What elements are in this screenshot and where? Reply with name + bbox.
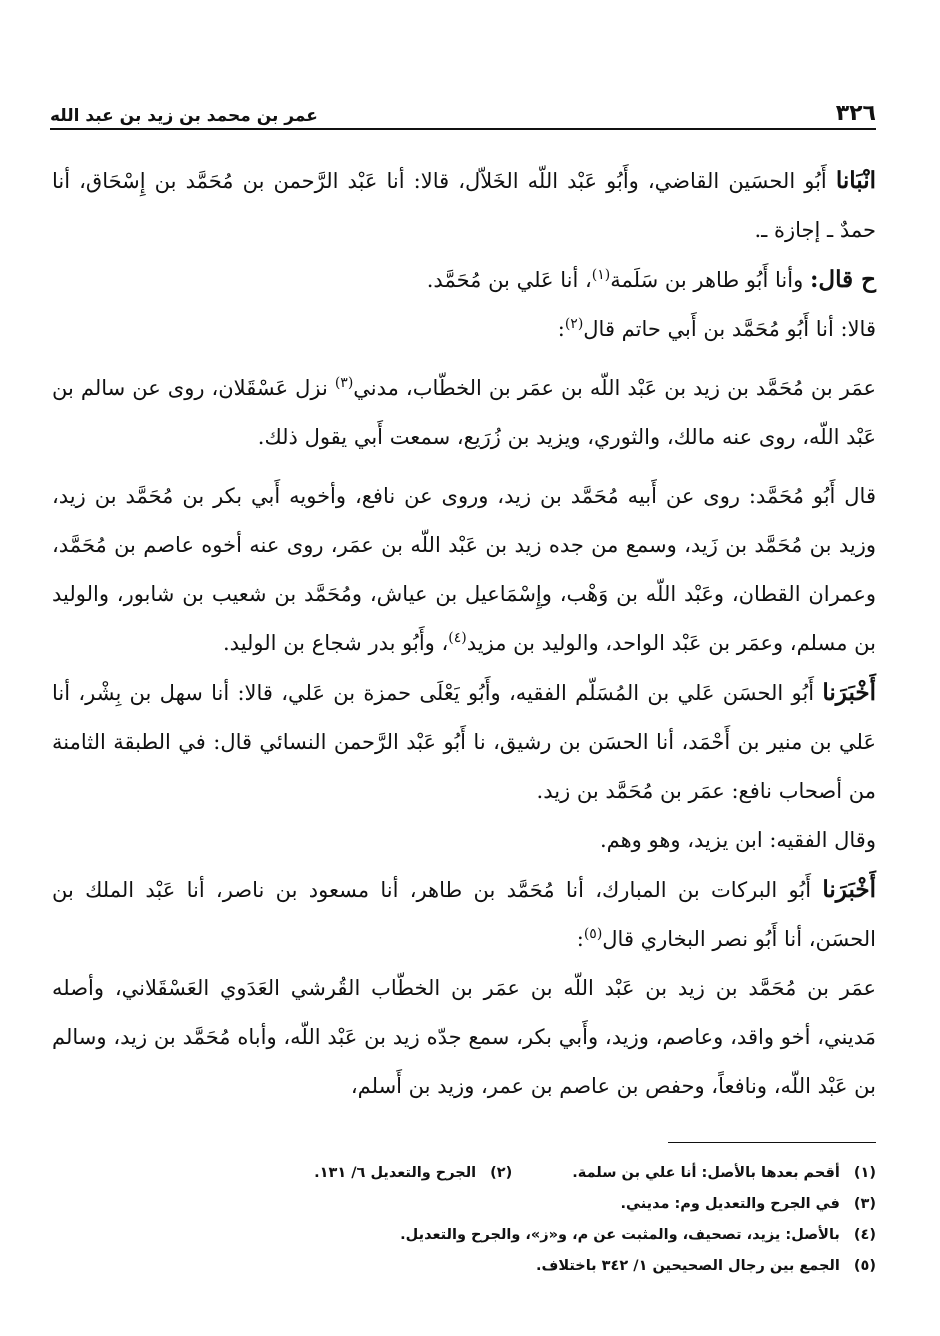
footnote-number: (٤): [853, 1227, 876, 1243]
paragraph-tail: نزل عَسْقَلان، روى عن سالم بن عَبْد اللّه، روى عنه مالك، والثوري، ويزيد بن زُرَيع، سمعت أَبي يقول ذلك.: [52, 376, 876, 449]
footnote-number: (٢): [490, 1165, 513, 1181]
footnote-number: (١): [853, 1165, 876, 1181]
paragraph-tail: :: [557, 317, 565, 341]
main-text: [52, 156, 876, 1111]
footnote-row: [52, 1158, 876, 1189]
footnote-row: [52, 1189, 876, 1220]
paragraph-lead: أَخْبَرَنا: [822, 876, 876, 903]
footnote-text: في الجرح والتعديل وم: مديني.: [620, 1196, 840, 1212]
paragraph-tail: :: [576, 927, 584, 951]
paragraph-text: عمَر بن مُحَمَّد بن زيد بن عَبْد اللّه بن عمَر بن الخطّاب، مدني: [353, 376, 877, 400]
paragraph: [52, 255, 876, 305]
paragraph-text: وأنا أَبُو طاهر بن سَلَمة: [610, 268, 810, 292]
paragraph: [52, 156, 876, 255]
paragraph-lead: ح قال:: [809, 266, 876, 293]
footnote-text: أقحم بعدها بالأصل: أنا علي بن سلمة.: [572, 1165, 840, 1181]
footnote-marker: (٥): [583, 926, 603, 942]
footnote-text: الجمع بين رجال الصحيحين ١/ ٣٤٢ باختلاف.: [535, 1258, 840, 1274]
footnote: [400, 1220, 876, 1251]
paragraph: [52, 472, 876, 668]
running-head: عمر بن محمد بن زيد بن عبد الله: [50, 106, 318, 126]
footnote: [572, 1158, 876, 1189]
footnote-marker: (٤): [448, 630, 467, 646]
paragraph-text: أَبُو الحسَن عَلي بن المُسَلّم الفقيه، وأَبُو يَعْلَى حمزة بن عَلي، قالا: أنا سهل بن بِشْر، أنا عَلي بن منير بن أَحْمَد، أنا الحسَن بن رشيق، نا أَبُو عَبْد الرَّحمن النسائي قال: في الطبقة الثامنة من أصحاب نافع: عمَر بن مُحَمَّد بن زيد.: [52, 681, 876, 803]
footnote: [314, 1158, 512, 1189]
paragraph: [52, 816, 876, 865]
paragraph: [52, 865, 876, 964]
footnote-marker: (١): [591, 267, 611, 283]
paragraph: [52, 364, 876, 462]
footnote-number: (٥): [853, 1258, 876, 1274]
footnote: [536, 1251, 876, 1282]
paragraph: [52, 668, 876, 816]
footnote-row: [52, 1220, 876, 1251]
footnote-text: بالأصل: يزيد، تصحيف، والمثبت عن م، و«ز»، والجرح والتعديل.: [400, 1227, 840, 1243]
footnote-row: [52, 1251, 876, 1282]
paragraph-lead: انْبَانا: [835, 167, 876, 194]
page-header: [50, 92, 876, 126]
header-rule: [50, 128, 876, 130]
paragraph-text: أَبُو البركات بن المبارك، أنا مُحَمَّد بن طاهر، أنا مسعود بن ناصر، أنا عَبْد الملك بن الحسَن، أنا أَبُو نصر البخاري قال: [52, 878, 876, 951]
footnote: [621, 1189, 876, 1220]
paragraph-text: قال أَبُو مُحَمَّد: روى عن أَبيه مُحَمَّد بن زيد، وروى عن نافع، وأخويه أَبي بكر بن مُحَمَّد بن زيد، وزيد بن مُحَمَّد بن زَيد، وسمع من جده زيد بن عَبْد اللّه بن عمَر، روى عنه أخوه عاصم بن مُحَمَّد، وعمران القطان، وعَبْد اللّه بن وَهْب، وإِسْمَاعيل بن عياش، ومُحَمَّد بن شعيب بن شابور، والوليد بن مسلم، وعمَر بن عَبْد الواحد، والوليد بن مزيد: [52, 484, 876, 655]
footnotes: [52, 1158, 876, 1282]
paragraph-text: عمَر بن مُحَمَّد بن زيد بن عَبْد اللّه بن عمَر بن الخطّاب القُرشي العَدَوي العَسْقَلاني، وأصله مَديني، أخو واقد، وعاصم، وزيد، وأَبي بكر، سمع جدّه زيد بن عَبْد اللّه، وأباه مُحَمَّد بن زيد، وسالم بن عَبْد اللّه، ونافعاً، وحفص بن عاصم بن عمر، وزيد بن أَسلم،: [52, 976, 876, 1098]
footnote-text: الجرح والتعديل ٦/ ١٣١.: [314, 1165, 477, 1181]
footnote-rule: [668, 1142, 876, 1143]
paragraph-text: قالا: أنا أَبُو مُحَمَّد بن أَبي حاتم قال: [583, 317, 876, 341]
page-number: ٣٢٦: [835, 101, 876, 126]
footnote-marker: (٣): [334, 375, 354, 391]
paragraph: [52, 305, 876, 354]
paragraph-lead: أَخْبَرَنا: [822, 679, 876, 706]
footnote-number: (٣): [853, 1196, 876, 1212]
footnote-marker: (٢): [564, 316, 584, 332]
paragraph-text: أَبُو الحسَين القاضي، وأَبُو عَبْد اللّه الخَلاّل، قالا: أنا عَبْد الرَّحمن بن مُحَمَّد بن إِسْحَاق، أنا حمدٌ ـ إجازة ـ.: [52, 169, 876, 242]
paragraph: [52, 964, 876, 1111]
paragraph-tail: ، وأَبُو بدر شجاع بن الوليد.: [223, 631, 449, 655]
paragraph-tail: ، أنا عَلي بن مُحَمَّد.: [426, 268, 592, 292]
paragraph-text: وقال الفقيه: ابن يزيد، وهو وهم.: [599, 828, 876, 852]
